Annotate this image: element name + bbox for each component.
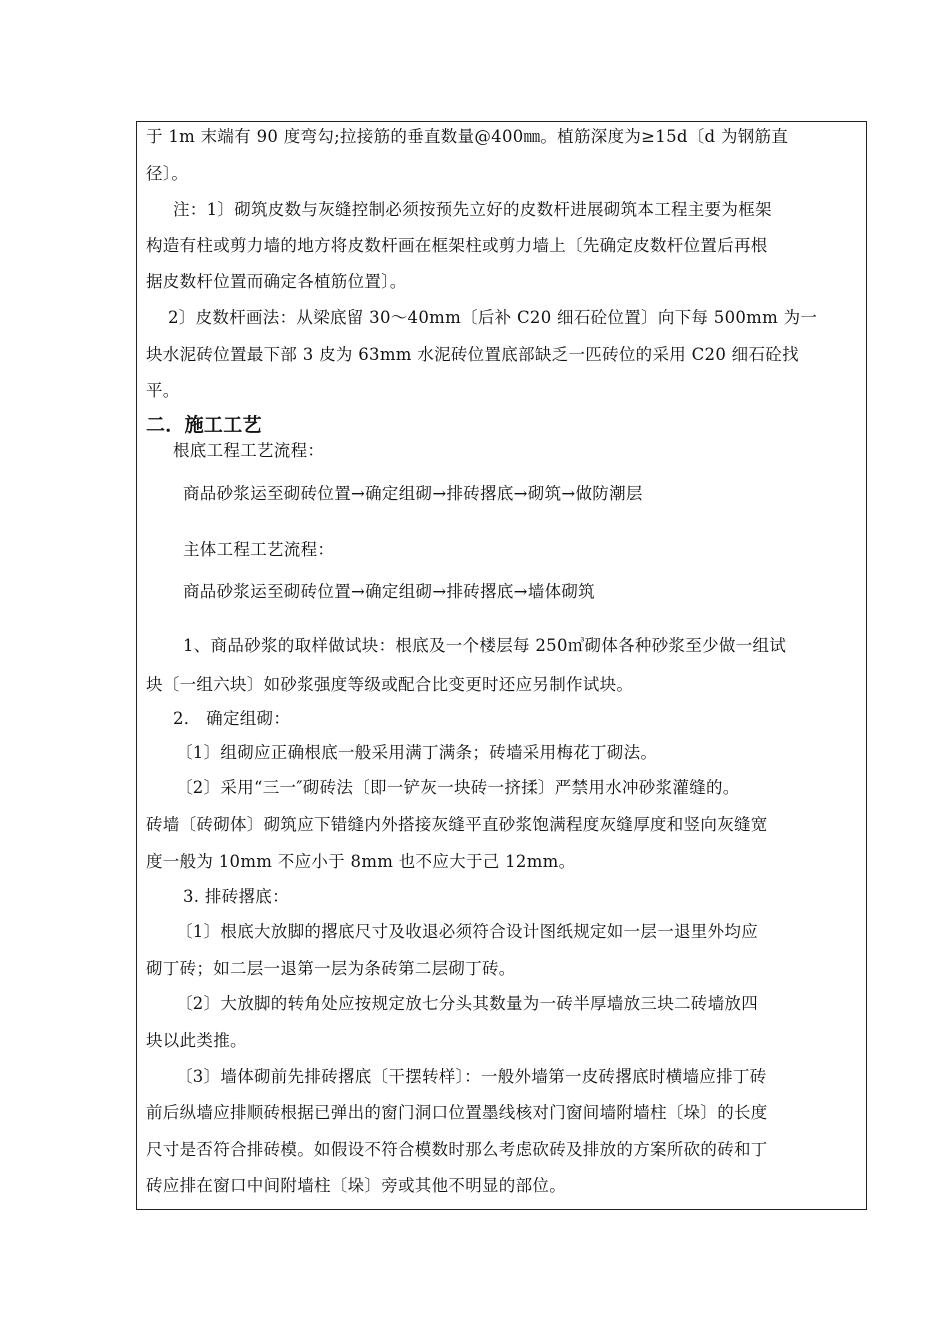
text-line: 商品砂浆运至砌砖位置→确定组砌→排砖撂底→砌筑→做防潮层: [183, 484, 643, 503]
text-line: 〔1〕组砌应正确根底一般采用满丁满条；砖墙采用梅花丁砌法。: [176, 743, 658, 762]
text-line: 前后纵墙应排顺砖根据已弹出的窗门洞口位置墨线核对门窗间墙附墙柱〔垛〕的长度: [146, 1103, 768, 1122]
text-line: 径〕。: [146, 164, 189, 183]
text-line: 主体工程工艺流程：: [183, 540, 335, 559]
text-line: 3. 排砖撂底：: [183, 887, 289, 906]
text-line: 注：1〕砌筑皮数与灰缝控制必须按预先立好的皮数杆进展砌筑本工程主要为框架: [173, 200, 772, 219]
text-line: 度一般为 10mm 不应小于 8mm 也不应大于己 12mm。: [146, 852, 576, 871]
text-line: 块〔一组六块〕如砂浆强度等级或配合比变更时还应另制作试块。: [146, 675, 634, 694]
text-line: 砖应排在窗口中间附墙柱〔垛〕旁或其他不明显的部位。: [146, 1176, 566, 1195]
text-line: 于 1m 末端有 90 度弯勾;拉接筋的垂直数量@400㎜。植筋深度为≥15d〔d 为钢筋直: [146, 127, 789, 146]
text-line: 根底工程工艺流程：: [173, 441, 325, 460]
text-line: 块水泥砖位置最下部 3 皮为 63mm 水泥砖位置底部缺乏一匹砖位的采用 C20 细石砼找: [146, 345, 799, 364]
text-line: 砖墙〔砖砌体〕砌筑应下错缝内外搭接灰缝平直砂浆饱满程度灰缝厚度和竖向灰缝宽: [146, 815, 768, 834]
text-line: 2． 确定组砌：: [173, 709, 291, 728]
text-line: 块以此类推。: [146, 1031, 247, 1050]
text-line: 〔2〕采用“三一″砌砖法〔即一铲灰一块砖一挤揉〕严禁用水冲砂浆灌缝的。: [176, 778, 740, 797]
text-line: 砌丁砖；如二层一退第一层为条砖第二层砌丁砖。: [146, 959, 516, 978]
text-line: 〔3〕墙体砌前先排砖撂底〔干摆转样〕：一般外墙第一皮砖撂底时横墙应排丁砖: [176, 1067, 767, 1086]
text-line: 平。: [146, 381, 180, 400]
text-line: 2〕皮数杆画法：从梁底留 30～40mm〔后补 C20 细石砼位置〕向下每 500mm 为一: [168, 308, 818, 327]
text-line: 据皮数杆位置而确定各植筋位置〕。: [146, 272, 407, 291]
section-heading: 二．施工工艺: [146, 414, 262, 436]
text-line: 〔1〕根底大放脚的撂底尺寸及收退必须符合设计图纸规定如一层一退里外均应: [176, 922, 758, 941]
text-line: 〔2〕大放脚的转角处应按规定放七分头其数量为一砖半厚墙放三块二砖墙放四: [176, 994, 758, 1013]
text-line: 商品砂浆运至砌砖位置→确定组砌→排砖撂底→墙体砌筑: [183, 582, 595, 601]
text-line: 1、商品砂浆的取样做试块：根底及一个楼层每 250㎥砌体各种砂浆至少做一组试: [183, 636, 787, 655]
text-line: 尺寸是否符合排砖模。如假设不符合模数时那么考虑砍砖及排放的方案所砍的砖和丁: [146, 1140, 768, 1159]
text-line: 构造有柱或剪力墙的地方将皮数杆画在框架柱或剪力墙上〔先确定皮数杆位置后再根: [146, 236, 768, 255]
